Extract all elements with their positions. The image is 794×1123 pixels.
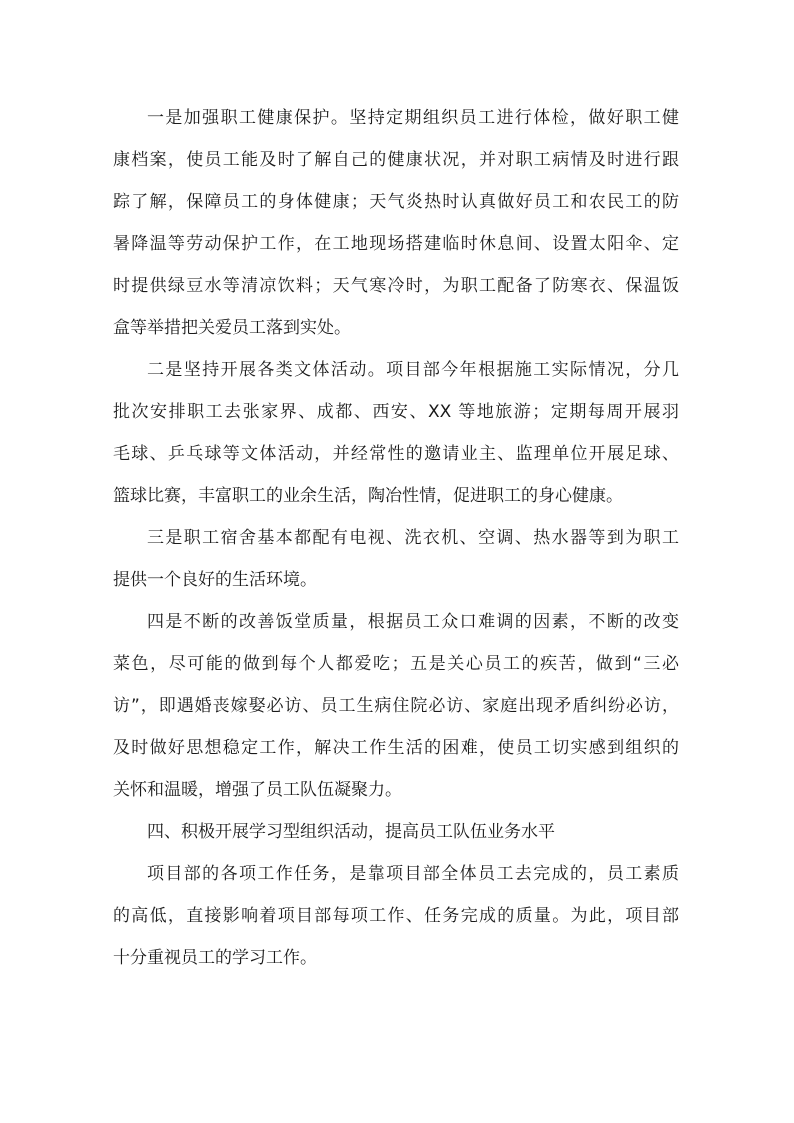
paragraph-1-line-6: 盒等举措把关爱员工落到实处。 bbox=[113, 318, 351, 338]
paragraph-3-line-2: 提供一个良好的生活环境。 bbox=[113, 570, 317, 590]
paragraph-1-line-1: 一是加强职工健康保护。坚持定期组织员工进行体检，做好职工健 bbox=[147, 108, 679, 128]
paragraph-5-line-1: 项目部的各项工作任务，是靠项目部全体员工去完成的，员工素质 bbox=[147, 864, 679, 884]
paragraph-5-line-3: 十分重视员工的学习工作。 bbox=[113, 948, 317, 968]
paragraph-4-line-1: 四是不断的改善饭堂质量，根据员工众口难调的因素，不断的改变 bbox=[147, 612, 679, 632]
paragraph-4-line-3: 访”，即遇婚丧嫁娶必访、员工生病住院必访、家庭出现矛盾纠纷必访， bbox=[113, 696, 679, 716]
paragraph-1-line-3: 踪了解，保障员工的身体健康；天气炎热时认真做好员工和农民工的防 bbox=[113, 192, 679, 212]
paragraph-4-line-2: 菜色，尽可能的做到每个人都爱吃；五是关心员工的疾苦，做到“三必 bbox=[113, 654, 679, 674]
paragraph-2-line-2: 批次安排职工去张家界、成都、西安、XX 等地旅游；定期每周开展羽 bbox=[113, 402, 679, 422]
paragraph-1-line-4: 暑降温等劳动保护工作，在工地现场搭建临时休息间、设置太阳伞、定 bbox=[113, 234, 679, 254]
paragraph-2-line-1: 二是坚持开展各类文体活动。项目部今年根据施工实际情况，分几 bbox=[147, 360, 679, 380]
paragraph-3-line-1: 三是职工宿舍基本都配有电视、洗衣机、空调、热水器等到为职工 bbox=[147, 528, 679, 548]
paragraph-2-line-3: 毛球、乒乓球等文体活动，并经常性的邀请业主、监理单位开展足球、 bbox=[113, 444, 679, 464]
paragraph-5-line-2: 的高低，直接影响着项目部每项工作、任务完成的质量。为此，项目部 bbox=[113, 906, 679, 926]
section-heading: 四、积极开展学习型组织活动，提高员工队伍业务水平 bbox=[147, 822, 555, 842]
paragraph-2-line-4: 篮球比赛，丰富职工的业余生活，陶冶性情，促进职工的身心健康。 bbox=[113, 486, 623, 506]
paragraph-4-line-5: 关怀和温暖，增强了员工队伍凝聚力。 bbox=[113, 780, 402, 800]
paragraph-1-line-5: 时提供绿豆水等清凉饮料；天气寒冷时，为职工配备了防寒衣、保温饭 bbox=[113, 276, 679, 296]
paragraph-4-line-4: 及时做好思想稳定工作，解决工作生活的困难，使员工切实感到组织的 bbox=[113, 738, 679, 758]
paragraph-1-line-2: 康档案，使员工能及时了解自己的健康状况，并对职工病情及时进行跟 bbox=[113, 150, 679, 170]
